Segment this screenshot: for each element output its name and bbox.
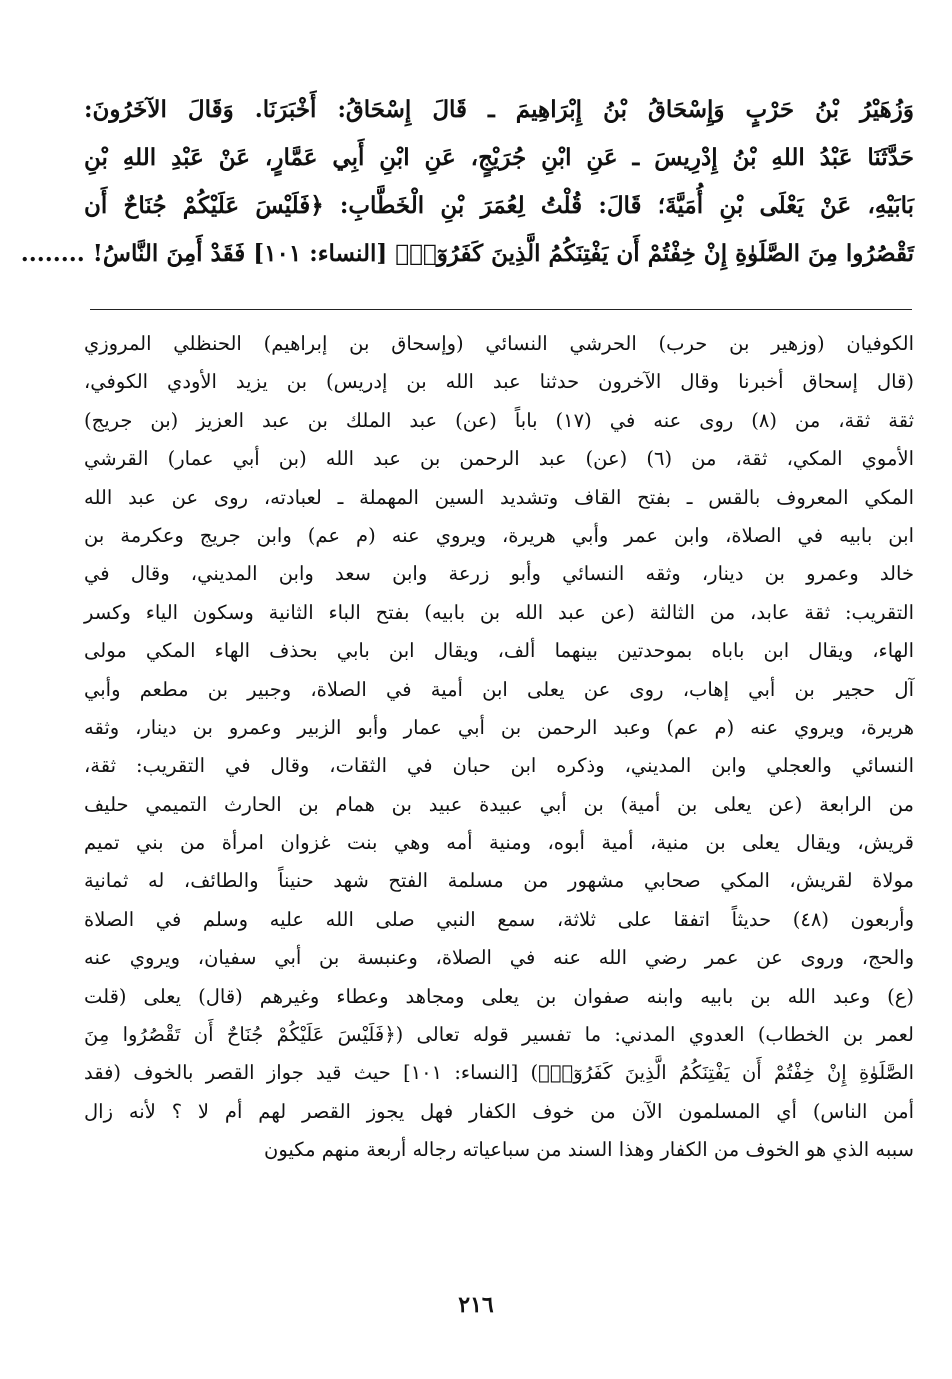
- commentary-line: والحج، وروى عن عمر رضي الله عنه في الصلاة، وعنبسة بن أبي سفيان، ويروي عنه: [84, 946, 914, 970]
- commentary-line: النسائي والعجلي وابن المديني، وذكره ابن حبان في الثقات، وقال في التقريب: ثقة،: [84, 754, 914, 778]
- commentary-line: (قال إسحاق أخبرنا وقال الآخرون حدثنا عبد الله بن إدريس) بن يزيد الأودي الكوفي،: [84, 370, 914, 394]
- hadith-line: تَقْصُرُوا مِنَ الصَّلَوٰةِ إِنْ خِفْتُمْ أَن يَفْتِنَكُمُ الَّذِينَ كَفَرُوٓا۟﴾ [النساء: ١٠١] فَقَدْ أَمِنَ النَّاسُ! ........: [20, 240, 914, 267]
- commentary-line: لعمر بن الخطاب) العدوي المدني: ما تفسير قوله تعالى (﴿فَلَيْسَ عَلَيْكُمْ جُنَاحٌ أَن تَقْصُرُوا مِنَ: [84, 1023, 914, 1047]
- commentary-line: قريش، ويقال يعلى بن منية، أمية أبوه، ومنية أمه وهي بنت غزوان امرأة من بني تميم: [84, 831, 914, 855]
- commentary-line: المكي المعروف بالقس ـ بفتح القاف وتشديد السين المهملة ـ لعبادته، روى عن عبد الله: [84, 485, 914, 509]
- commentary-line: مولاة لقريش، المكي صحابي مشهور من مسلمة الفتح شهد حنيناً والطائف، له ثمانية: [84, 869, 914, 893]
- hadith-text: [20, 86, 914, 278]
- commentary-line: سببه الذي هو الخوف من الكفار وهذا السند من سباعياته رجاله أربعة منهم مكيون: [264, 1138, 914, 1162]
- commentary-line: التقريب: ثقة عابد، من الثالثة (عن عبد الله بن بابيه) بفتح الباء الثانية وسكون الياء وكسر: [84, 600, 914, 624]
- commentary-line: الصَّلَوٰةِ إِنْ خِفْتُمْ أَن يَفْتِنَكُمُ الَّذِينَ كَفَرُوٓا۟﴾) [النساء: ١٠١] حيث قيد جواز القصر بالخوف (فقد: [84, 1061, 914, 1085]
- hadith-line: حَدَّثَنَا عَبْدُ اللهِ بْنُ إِدْرِيسَ ـ عَنِ ابْنِ جُرَيْجٍ، عَنِ ابْنِ أَبِي عَمَّارٍ، عَنْ عَبْدِ اللهِ بْنِ: [84, 144, 914, 171]
- commentary-line: الكوفيان (وزهير بن حرب) الحرشي النسائي (وإسحاق بن إبراهيم) الحنظلي المروزي: [84, 332, 914, 355]
- commentary-line: خالد وعمرو بن دينار، وثقه النسائي وأبو زرعة وابن سعد وابن المديني، وقال في: [84, 562, 914, 586]
- hadith-line: بَابَيْهِ، عَنْ يَعْلَى بْنِ أُمَيَّةَ؛ قَالَ: قُلْتُ لِعُمَرَ بْنِ الْخَطَّابِ: ﴿فَلَيْسَ عَلَيْكُمْ جُنَاحٌ أَن: [84, 192, 914, 219]
- commentary-text: [84, 325, 914, 1170]
- commentary-line: من الرابعة (عن يعلى بن أمية) بن أبي عبيدة عبيد بن همام بن الحارث التميمي حليف: [84, 792, 914, 816]
- hadith-line: وَزُهَيْرُ بْنُ حَرْبٍ وَإِسْحَاقُ بْنُ إِبْرَاهِيمَ ـ قَالَ إِسْحَاقُ: أَخْبَرَنَا. وَقَالَ الآخَرُونَ:: [84, 96, 914, 123]
- commentary-line: الهاء، ويقال ابن باباه بموحدتين بينهما ألف، ويقال ابن بابي بحذف الهاء المكي مولى: [84, 639, 914, 663]
- commentary-line: الأموي المكي، ثقة، من (٦) (عن) عبد الرحمن بن عبد الله (بن أبي عمار) القرشي: [84, 447, 914, 471]
- commentary-line: ثقة ثقة، من (٨) روى عنه في (١٧) باباً (عن) عبد الملك بن عبد العزيز (بن جريج): [84, 408, 915, 432]
- commentary-line: (ع) وعبد الله بن بابيه وابنه صفوان بن يعلى ومجاهد وعطاء وغيرهم (قال) يعلى (قلت: [84, 984, 914, 1008]
- commentary-line: أمن الناس) أي المسلمون الآن من خوف الكفار فهل يجوز القصر لهم أم لا ؟ لأنه زال: [84, 1099, 914, 1123]
- page-number: ٢١٦: [458, 1292, 494, 1318]
- commentary-line: وأربعون (٤٨) حديثاً اتفقا على ثلاثة، سمع النبي صلى الله عليه وسلم في الصلاة: [84, 907, 914, 931]
- section-divider: [90, 309, 912, 310]
- commentary-line: ابن بابيه في الصلاة، وابن عمر وأبي هريرة، ويروي عنه (م عم) وابن جريج وعكرمة بن: [84, 523, 914, 547]
- commentary-line: هريرة، ويروي عنه (م عم) وعبد الرحمن بن أبي عمار وأبو الزبير وعمرو بن دينار، وثقه: [84, 715, 914, 739]
- commentary-line: آل حجير بن أبي إهاب، روى عن يعلى ابن أمية في الصلاة، وجبير بن مطعم وأبي: [84, 677, 914, 701]
